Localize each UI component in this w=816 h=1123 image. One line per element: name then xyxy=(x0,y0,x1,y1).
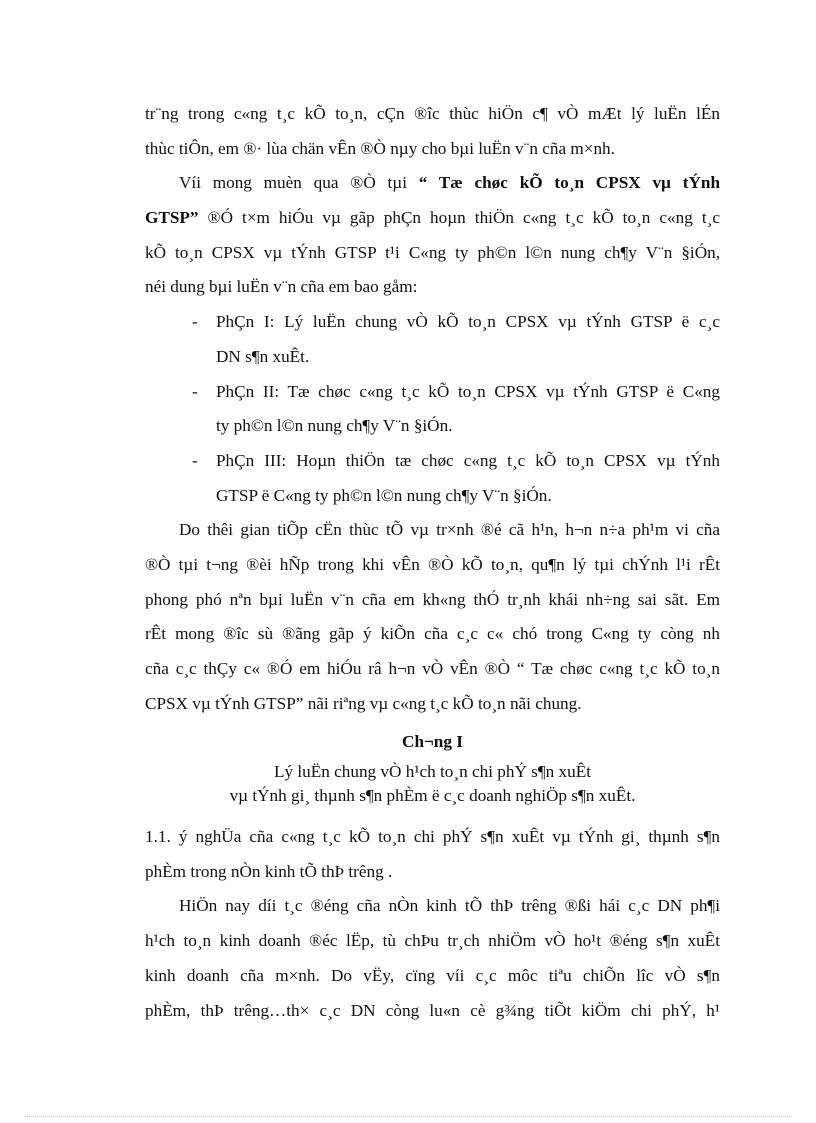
chapter-subtitle: vµ tÝnh gi¸ thµnh s¶n phÈm ë c¸c doanh nghiÖp s¶n xuÊt. xyxy=(229,786,636,806)
chapter-subtitle: Lý luËn chung vÒ h¹ch to¸n chi phÝ s¶n xuÊt xyxy=(273,762,592,782)
body-text-line: cña c¸c thÇy c« ®Ó em hiÓu râ h¬n vÒ vÊn ®Ò “ Tæ chøc c«ng t¸c kÕ to¸n xyxy=(145,659,720,678)
body-text-line: h¹ch to¸n kinh doanh ®éc lËp, tù chÞu tr¸ch nhiÖm vÒ ho¹t ®éng s¶n xuÊt xyxy=(145,931,720,951)
topic-title-bold: “ Tæ chøc kÕ to¸n CPSX vµ tÝnh xyxy=(418,173,720,193)
contents-list xyxy=(145,305,720,513)
list-item-text: PhÇn I: Lý luËn chung vÒ kÕ to¸n CPSX vµ tÝnh GTSP ë c¸c xyxy=(216,312,720,332)
body-text-line: Do thêi gian tiÕp cËn thùc tÕ vµ tr×nh ®é cã h¹n, h¬n n÷a ph¹m vi cña xyxy=(179,520,720,540)
body-text-line: CPSX vµ tÝnh GTSP” nãi riªng vµ c«ng t¸c kÕ to¸n nãi chung. xyxy=(145,693,582,713)
body-text-line: ®Ò tµi t¬ng ®èi hÑp trong khi vÊn ®Ò kÕ to¸n, qu¶n lý tµi chÝnh l¹i rÊt xyxy=(145,554,720,574)
section-heading: phÈm trong nÒn kinh tÕ thÞ trêng . xyxy=(145,861,393,881)
bullet-dash: - xyxy=(192,381,198,401)
list-item xyxy=(145,305,720,340)
body-text-line xyxy=(145,166,720,201)
body-text-line: kinh doanh cña m×nh. Do vËy, cïng víi c¸c môc tiªu chiÕn lîc vÒ s¶n xyxy=(145,965,720,985)
body-text-line: tr¨ng trong c«ng t¸c kÕ to¸n, cÇn ®îc thùc hiÖn c¶ vÒ mÆt lý luËn lÉn xyxy=(145,104,720,123)
body-text-line: kÕ to¸n CPSX vµ tÝnh GTSP t¹i C«ng ty ph©n l©n nung ch¶y V¨n §iÓn, xyxy=(145,242,720,262)
purpose-text: Víi mong muèn qua ®Ò tµi xyxy=(179,173,419,193)
list-item-continuation: GTSP ë C«ng ty ph©n l©n nung ch¶y V¨n §iÓn. xyxy=(216,485,552,505)
list-item xyxy=(145,375,720,410)
body-text-line xyxy=(145,201,720,236)
page-bottom-divider xyxy=(24,1116,792,1117)
bullet-dash: - xyxy=(192,450,198,470)
section-heading: 1.1. ý nghÜa cña c«ng t¸c kÕ to¸n chi phÝ s¶n xuÊt vµ tÝnh gi¸ thµnh s¶n xyxy=(145,827,720,847)
body-text-line: néi dung bµi luËn v¨n cña em bao gåm: xyxy=(145,277,418,297)
list-item xyxy=(145,444,720,479)
bullet-dash: - xyxy=(192,312,198,332)
body-text-line: thùc tiÔn, em ®· lùa chän vÊn ®Ò nµy cho bµi luËn v¨n cña m×nh. xyxy=(145,138,615,158)
body-text-line: rÊt mong ®îc sù ®ãng gãp ý kiÕn cña c¸c c« chó trong C«ng ty còng nh xyxy=(145,624,720,644)
body-text-line: HiÖn nay díi t¸c ®éng cña nÒn kinh tÕ thÞ trêng ®ßi hái c¸c DN ph¶i xyxy=(179,896,720,916)
topic-title-bold: GTSP” xyxy=(145,208,199,228)
chapter-title: Ch¬ng I xyxy=(402,732,463,752)
list-item-text: PhÇn II: Tæ chøc c«ng t¸c kÕ to¸n CPSX vµ tÝnh GTSP ë C«ng xyxy=(216,381,720,401)
purpose-text: ®Ó t×m hiÓu vµ gãp phÇn hoµn thiÖn c«ng t¸c kÕ to¸n c«ng t¸c xyxy=(198,208,720,228)
list-item-text: PhÇn III: Hoµn thiÖn tæ chøc c«ng t¸c kÕ to¸n CPSX vµ tÝnh xyxy=(216,450,720,470)
list-item-continuation: ty ph©n l©n nung ch¶y V¨n §iÓn. xyxy=(216,416,453,436)
body-text-line: phong phó nªn bµi luËn v¨n cña em kh«ng thÓ tr¸nh khái nh÷ng sai sãt. Em xyxy=(145,589,720,609)
document-page xyxy=(145,97,720,1028)
body-text-line: phÈm, thÞ trêng…th× c¸c DN còng lu«n cè g¾ng tiÕt kiÖm chi phÝ, h¹ xyxy=(145,1000,720,1020)
list-item-continuation: DN s¶n xuÊt. xyxy=(216,346,310,366)
